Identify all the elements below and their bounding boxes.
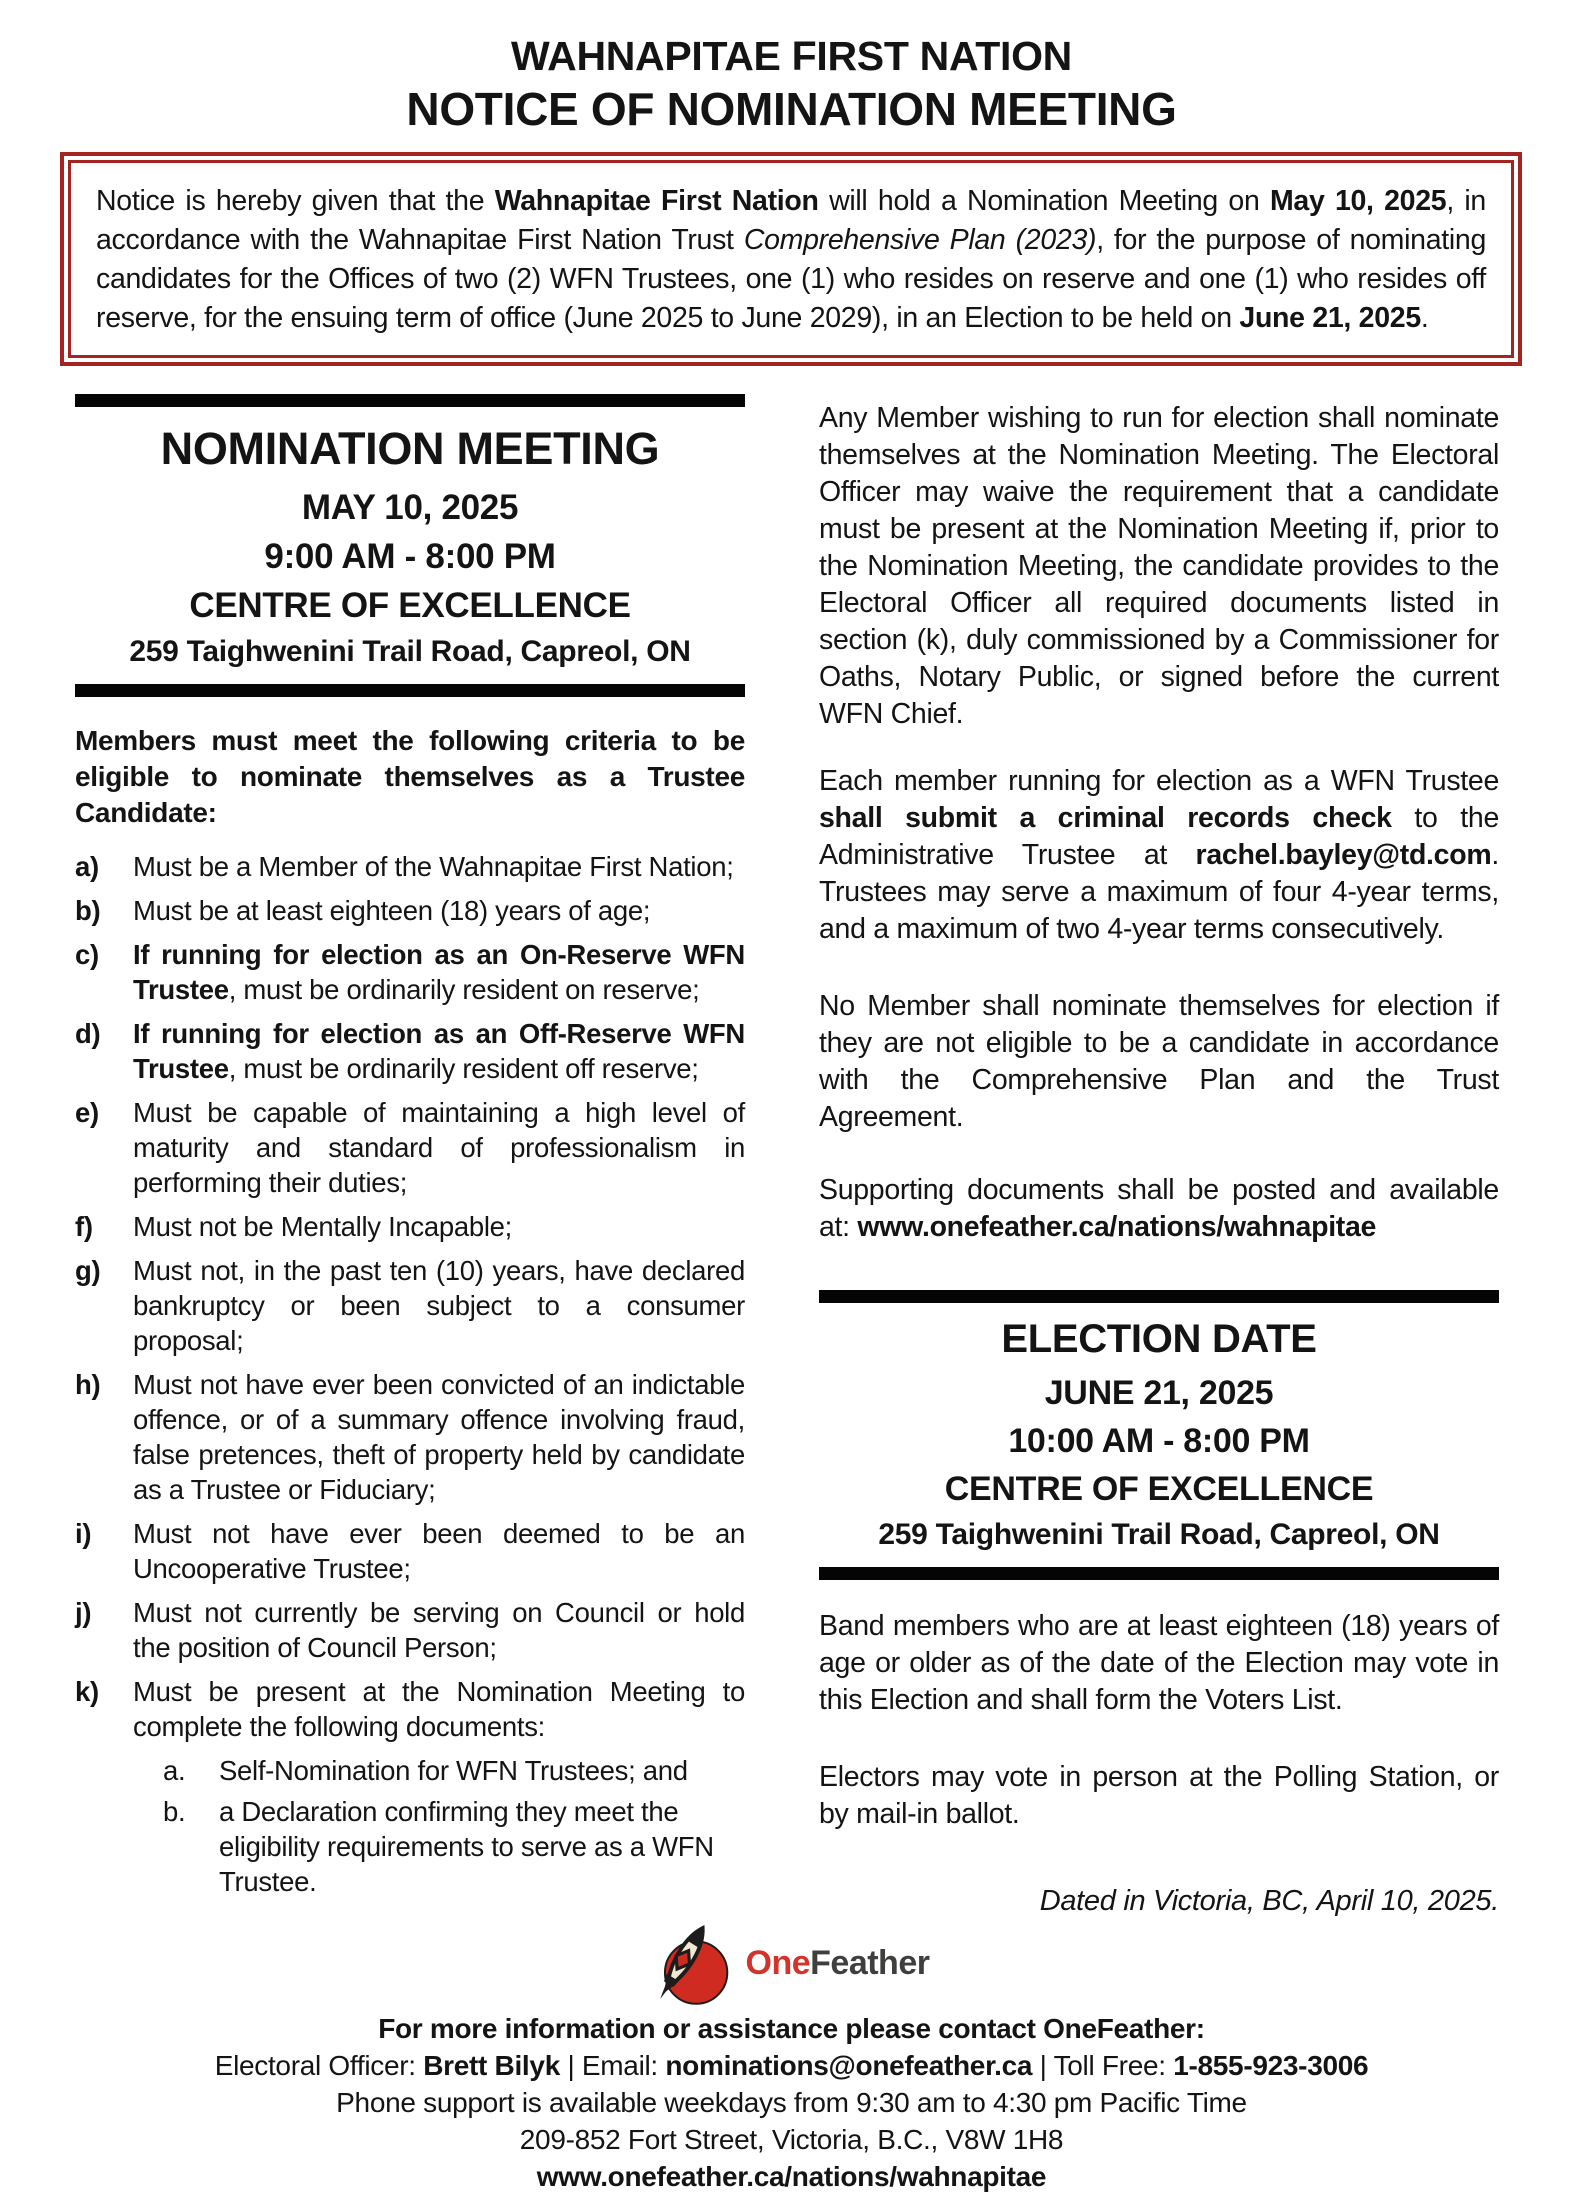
criteria-item-text: Must not, in the past ten (10) years, have declared bankruptcy or been subject to a consumer proposal; xyxy=(133,1254,745,1356)
criteria-item-label: g) xyxy=(75,1254,101,1286)
criteria-item xyxy=(75,1209,745,1244)
criteria-item xyxy=(75,937,745,1007)
criteria-item xyxy=(75,893,745,928)
paragraph-nomination-rules: Any Member wishing to run for election shall nominate themselves at the Nomination Meeting. The Electoral Officer may waive the requirement that a candidate must be present at the Nomination Meeting if, prior to the Nomination Meeting, the candidate provides to the Electoral Officer all required documents listed in section (k), duly commissioned by a Commissioner for Oaths, Notary Public, or signed before the current WFN Chief. xyxy=(819,401,1499,730)
criteria-item-label: b. xyxy=(163,1795,186,1827)
criteria-item-label: d) xyxy=(75,1017,101,1049)
criteria-item-label: k) xyxy=(75,1675,99,1707)
onefeather-logo xyxy=(0,1918,1583,2010)
nomination-meeting-block xyxy=(75,423,745,669)
paragraph-voters-list: Band members who are at least eighteen (18) years of age or older as of the date of the Election may vote in this Election and shall form the Voters List. xyxy=(819,1609,1499,1716)
election-date-block xyxy=(819,1317,1499,1552)
criteria-item-text: Must be present at the Nomination Meeting to complete the following documents: xyxy=(133,1675,745,1742)
criteria-item xyxy=(75,1367,745,1507)
notice-text: Notice is hereby given that the Wahnapitae First Nation will hold a Nomination Meeting on May 10, 2025, in accordance with the Wahnapitae First Nation Trust Comprehensive Plan (2023), for the purpose of nominating candidates for the Offices of two (2) WFN Trustees, one (1) who resides on reserve and one (1) who resides off reserve, for the ensuing term of office (June 2025 to June 2029), in an Election to be held on June 21, 2025. xyxy=(96,184,1486,334)
logo-one: One xyxy=(745,1944,811,1983)
criteria-item-label: a) xyxy=(75,850,99,882)
divider-bar xyxy=(75,684,745,697)
page-title-line1: WAHNAPITAE FIRST NATION xyxy=(511,33,1072,79)
criteria-item-label: i) xyxy=(75,1517,92,1549)
divider-bar xyxy=(819,1567,1499,1580)
criteria-item xyxy=(75,1253,745,1358)
criteria-item-label: c) xyxy=(75,938,99,970)
nomination-meeting-address: 259 Taighwenini Trail Road, Capreol, ON xyxy=(129,634,691,668)
criteria-item-label: j) xyxy=(75,1596,92,1628)
left-column xyxy=(75,394,745,1905)
divider-bar xyxy=(819,1290,1499,1303)
dated-line: Dated in Victoria, BC, April 10, 2025. xyxy=(1039,1884,1499,1917)
criteria-item-text: Must not have ever been deemed to be an Uncooperative Trustee; xyxy=(133,1517,745,1584)
paragraph-voting-methods: Electors may vote in person at the Polling Station, or by mail-in ballot. xyxy=(819,1760,1499,1830)
criteria-item-text: Must not have ever been convicted of an indictable offence, or of a summary offence involving fraud, false pretences, theft of property held by candidate as a Trustee or Fiduciary; xyxy=(133,1368,745,1505)
paragraph-supporting-docs: Supporting documents shall be posted and available at: www.onefeather.ca/nations/wahnapitae xyxy=(819,1173,1499,1243)
paragraph-records-check: Each member running for election as a WFN Trustee shall submit a criminal records check to the Administrative Trustee at rachel.bayley@td.com. Trustees may serve a maximum of four 4-year terms, and a maximum of two 4-year terms consecutively. xyxy=(819,764,1500,945)
logo-feather: Feather xyxy=(810,1944,930,1983)
criteria-item xyxy=(75,1595,745,1665)
criteria-item-text: If running for election as an On-Reserve WFN Trustee, must be ordinarily resident on reserve; xyxy=(133,938,745,1005)
criteria-item-text: If running for election as an Off-Reserve WFN Trustee, must be ordinarily resident off reserve; xyxy=(133,1017,745,1084)
criteria-item-text: Must be at least eighteen (18) years of age; xyxy=(133,894,651,926)
paragraph-eligibility: No Member shall nominate themselves for election if they are not eligible to be a candidate in accordance with the Comprehensive Plan and the Trust Agreement. xyxy=(819,989,1499,1133)
right-column xyxy=(819,394,1499,1918)
footer-contact-line: Electoral Officer: Brett Bilyk | Email: nominations@onefeather.ca | Toll Free: 1-855-923-3006 xyxy=(214,2049,1369,2081)
criteria-item xyxy=(75,849,745,884)
election-time: 10:00 AM - 8:00 PM xyxy=(1008,1421,1310,1460)
notice-box xyxy=(60,152,1522,366)
criteria-item-label: a. xyxy=(163,1754,186,1786)
criteria-item-text: Must be capable of maintaining a high level of maturity and standard of professionalism in performing their duties; xyxy=(133,1096,745,1198)
criteria-item-text: Must not currently be serving on Council or hold the position of Council Person; xyxy=(133,1596,745,1663)
criteria-item-text: Must be a Member of the Wahnapitae First Nation; xyxy=(133,850,734,882)
footer xyxy=(0,1918,1583,2205)
criteria-item-text: Self-Nomination for WFN Trustees; and xyxy=(219,1754,688,1786)
election-address: 259 Taighwenini Trail Road, Capreol, ON xyxy=(878,1517,1440,1551)
criteria-item xyxy=(163,1794,745,1899)
criteria-item-text: Must not be Mentally Incapable; xyxy=(133,1210,512,1242)
criteria-item-text: a Declaration confirming they meet the eligibility requirements to serve as a WFN Trustee. xyxy=(219,1795,714,1897)
criteria-item-label: b) xyxy=(75,894,101,926)
election-date: JUNE 21, 2025 xyxy=(1044,1373,1274,1412)
page-title-line2: NOTICE OF NOMINATION MEETING xyxy=(406,83,1177,136)
criteria-sublist xyxy=(163,1753,745,1899)
divider-bar xyxy=(75,394,745,407)
criteria-item xyxy=(75,1095,745,1200)
criteria-item-label: h) xyxy=(75,1368,101,1400)
criteria-item xyxy=(75,1516,745,1586)
election-title: ELECTION DATE xyxy=(1001,1316,1317,1361)
criteria-item xyxy=(75,1016,745,1086)
footer-phone-line: Phone support is available weekdays from 9:30 am to 4:30 pm Pacific Time xyxy=(336,2086,1247,2118)
criteria-item-label: e) xyxy=(75,1096,99,1128)
onefeather-wordmark xyxy=(746,1944,930,1983)
election-venue: CENTRE OF EXCELLENCE xyxy=(944,1469,1374,1508)
criteria-item-label: f) xyxy=(75,1210,93,1242)
footer-contact-heading: For more information or assistance please contact OneFeather: xyxy=(378,2012,1205,2044)
onefeather-feather-icon xyxy=(654,1918,732,2010)
footer-url: www.onefeather.ca/nations/wahnapitae xyxy=(536,2160,1047,2192)
criteria-list xyxy=(75,849,745,1744)
nomination-meeting-time: 9:00 AM - 8:00 PM xyxy=(264,536,556,576)
footer-address-line: 209-852 Fort Street, Victoria, B.C., V8W 1H8 xyxy=(519,2123,1064,2155)
two-column-body xyxy=(0,366,1583,1918)
criteria-heading: Members must meet the following criteria to be eligible to nominate themselves as a Trustee Candidate: xyxy=(75,724,745,828)
nomination-meeting-title: NOMINATION MEETING xyxy=(160,422,660,474)
criteria-item xyxy=(75,1674,745,1744)
nomination-meeting-venue: CENTRE OF EXCELLENCE xyxy=(189,585,631,625)
criteria-item xyxy=(163,1753,745,1788)
nomination-meeting-date: MAY 10, 2025 xyxy=(301,487,519,527)
